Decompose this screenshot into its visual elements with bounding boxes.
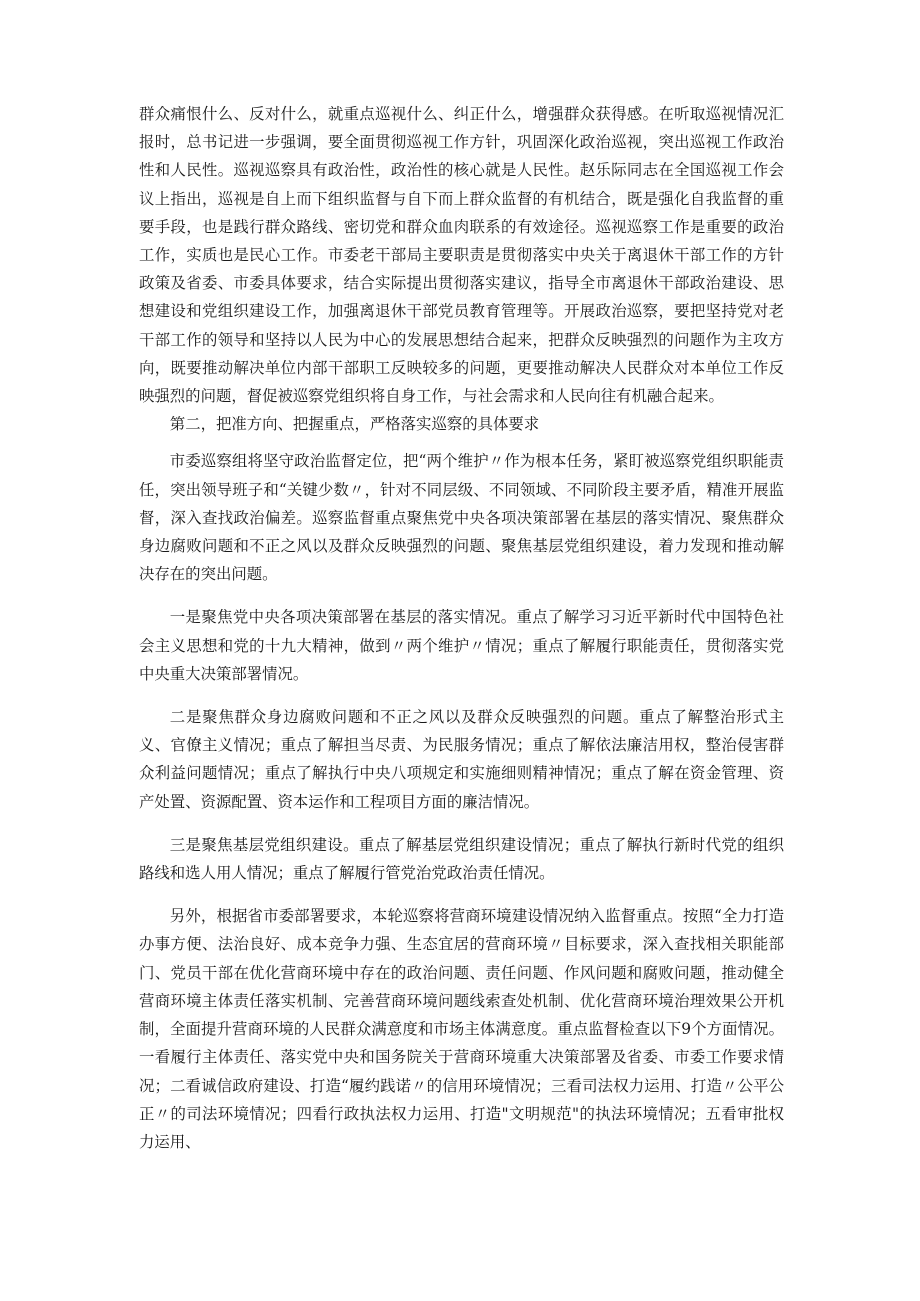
paragraph-mass-line: 群众痛恨什么、反对什么，就重点巡视什么、纠正什么，增强群众获得感。在听取巡视情况汇报时，总书记进一步强调，要全面贯彻巡视工作方针，巩固深化政治巡视，突出巡视工作政治性和人民性。巡视巡察具有政治性，政治性的核心就是人民性。赵乐际同志在全国巡视工作会议上指出，巡视是自上而下组织监督与自下而上群众监督的有机结合，既是强化自我监督的重要手段，也是践行群众路线、密切党和群众血肉联系的有效途径。巡视巡察工作是重要的政治工作，实质也是民心工作。市委老干部局主要职责是贯彻落实中央关于离退休干部工作的方针政策及省委、市委具体要求，结合实际提出贯彻落实建议，指导全市离退休干部政治建设、思想建设和党组织建设工作，加强离退休干部党员教育管理等。开展政治巡察，要把坚持党对老干部工作的领导和坚持以人民为中心的发展思想结合起来，把群众反映强烈的问题作为主攻方向，既要推动解决单位内部干部职工反映较多的问题，更要推动解决人民群众对本单位工作反映强烈的问题，督促被巡察党组织将自身工作，与社会需求和人民向往有机融合起来。 [139,105,784,406]
paragraph-focus-three: 三是聚焦基层党组织建设。重点了解基层党组织建设情况；重点了解执行新时代党的组织路线和选人用人情况；重点了解履行管党治党政治责任情况。 [139,835,784,883]
paragraph-focus-one: 一是聚焦党中央各项决策部署在基层的落实情况。重点了解学习习近平新时代中国特色社会主义思想和党的十九大精神，做到〃两个维护〃情况；重点了解履行职能责任，贯彻落实党中央重大决策部署情况。 [139,608,784,683]
paragraph-focus-two: 二是聚焦群众身边腐败问题和不正之风以及群众反映强烈的问题。重点了解整治形式主义、官僚主义情况；重点了解担当尽责、为民服务情况；重点了解依法廉洁用权，整治侵害群众利益问题情况；重点了解执行中央八项规定和实施细则精神情况；重点了解在资金管理、资产处置、资源配置、资本运作和工程项目方面的廉洁情况。 [139,708,784,811]
document-page [139,100,784,1156]
paragraph-inspection-focus: 市委巡察组将坚守政治监督定位，把“两个维护〃作为根本任务，紧盯被巡察党组织职能责任，突出领导班子和“关键少数〃，针对不同层级、不同领域、不同阶段主要矛盾，精准开展监督，深入查找政治偏差。巡察监督重点聚焦党中央各项决策部署在基层的落实情况、聚焦群众身边腐败问题和不正之风以及群众反映强烈的问题、聚焦基层党组织建设，着力发现和推动解决存在的突出问题。 [139,452,784,584]
paragraph-business-environment: 另外，根据省市委部署要求，本轮巡察将营商环境建设情况纳入监督重点。按照“全力打造办事方便、法治良好、成本竞争力强、生态宜居的营商环境〃目标要求，深入查找相关职能部门、党员干部在优化营商环境中存在的政治问题、责任问题、作风问题和腐败问题，推动健全营商环境主体责任落实机制、完善营商环境问题线索查处机制、优化营商环境治理效果公开机制，全面提升营商环境的人民群众满意度和市场主体满意度。重点监督检查以下9个方面情况。一看履行主体责任、落实党中央和国务院关于营商环境重大决策部署及省委、市委工作要求情况；二看诚信政府建设、打造“履约践诺〃的信用环境情况；三看司法权力运用、打造〃公平公正〃的司法环境情况；四看行政执法权力运用、打造"文明规范"的执法环境情况；五看审批权力运用、 [139,907,784,1151]
section-heading-second: 第二，把准方向、把握重点，严格落实巡察的具体要求 [169,415,540,434]
